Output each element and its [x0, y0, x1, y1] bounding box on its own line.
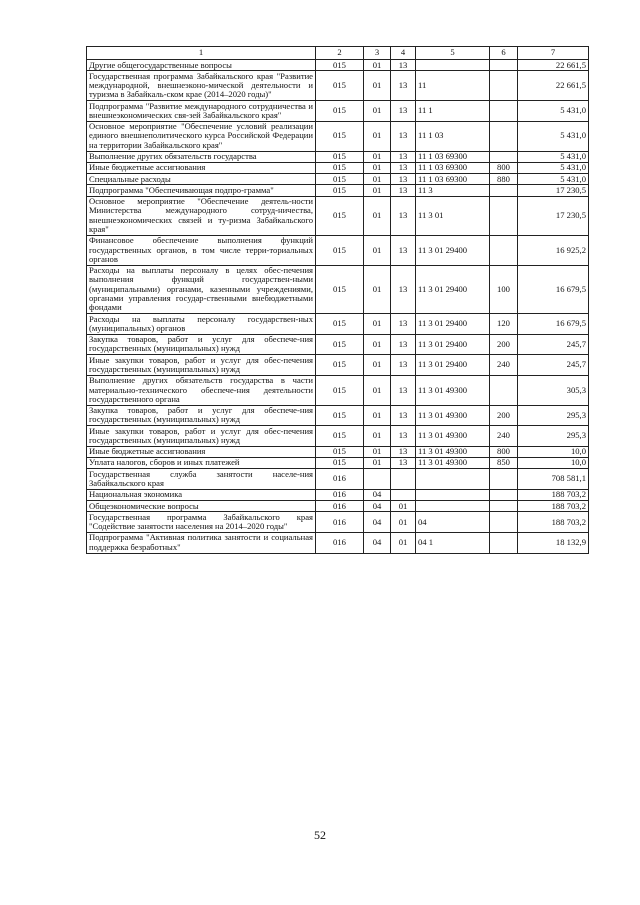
row-section-cell: 04: [364, 532, 391, 553]
row-target-article-cell: 11 3 01 49300: [416, 446, 490, 457]
row-section-cell: 01: [364, 71, 391, 101]
row-code-cell: 015: [316, 265, 364, 313]
table-row: [87, 489, 589, 500]
row-code-cell: 015: [316, 457, 364, 468]
row-amount-cell: 16 679,5: [518, 314, 589, 335]
table-row: [87, 235, 589, 265]
row-target-article-cell: 11 3 01 29400: [416, 235, 490, 265]
row-amount-cell: 5 431,0: [518, 162, 589, 173]
header-cell: 2: [316, 47, 364, 60]
row-target-article-cell: 04: [416, 512, 490, 533]
row-expense-type-cell: [490, 151, 518, 162]
row-section-cell: 01: [364, 162, 391, 173]
row-amount-cell: 10,0: [518, 457, 589, 468]
table-row: [87, 426, 589, 447]
row-target-article-cell: 11 1: [416, 101, 490, 122]
row-name-cell: Государственная программа Забайкальского края "Содействие занятости населения на 2014–2020 годы": [87, 512, 316, 533]
row-name-cell: Финансовое обеспечение выполнения функций государственных органов, в том числе терри-ториальных органов: [87, 235, 316, 265]
row-amount-cell: 5 431,0: [518, 151, 589, 162]
row-code-cell: 015: [316, 405, 364, 426]
row-expense-type-cell: [490, 469, 518, 490]
row-section-cell: 01: [364, 457, 391, 468]
row-target-article-cell: 11 1 03 69300: [416, 151, 490, 162]
table-row: [87, 314, 589, 335]
row-section-cell: 01: [364, 355, 391, 376]
row-name-cell: Специальные расходы: [87, 174, 316, 185]
row-expense-type-cell: 120: [490, 314, 518, 335]
row-name-cell: Выполнение других обязательств государства: [87, 151, 316, 162]
table-row: [87, 101, 589, 122]
row-expense-type-cell: 800: [490, 446, 518, 457]
row-amount-cell: 295,3: [518, 405, 589, 426]
row-code-cell: 015: [316, 185, 364, 196]
row-subsection-cell: 13: [391, 162, 416, 173]
table-row: [87, 196, 589, 235]
table-row: [87, 60, 589, 71]
row-target-article-cell: [416, 469, 490, 490]
table-row: [87, 469, 589, 490]
row-code-cell: 016: [316, 512, 364, 533]
table-row: [87, 334, 589, 355]
row-name-cell: Основное мероприятие "Обеспечение деятель-ности Министерства международного сотруд-ничества, внешнеэкономических связей и ту-ризма Забайкальского края": [87, 196, 316, 235]
row-subsection-cell: 13: [391, 265, 416, 313]
row-subsection-cell: 13: [391, 71, 416, 101]
row-target-article-cell: 11 3 01 49300: [416, 457, 490, 468]
row-name-cell: Общеэкономические вопросы: [87, 501, 316, 512]
row-name-cell: Подпрограмма "Активная политика занятости и социальная поддержка безработных": [87, 532, 316, 553]
row-section-cell: 01: [364, 314, 391, 335]
row-name-cell: Уплата налогов, сборов и иных платежей: [87, 457, 316, 468]
row-name-cell: Выполнение других обязательств государства в части материально-технического обеспече-ния деятельности государственного органа: [87, 375, 316, 405]
row-expense-type-cell: [490, 375, 518, 405]
row-name-cell: Иные закупки товаров, работ и услуг для обес-печения государственных (муниципальных) нужд: [87, 426, 316, 447]
row-subsection-cell: 13: [391, 355, 416, 376]
row-code-cell: 015: [316, 196, 364, 235]
row-name-cell: Иные бюджетные ассигнования: [87, 162, 316, 173]
row-amount-cell: 5 431,0: [518, 174, 589, 185]
row-expense-type-cell: 800: [490, 162, 518, 173]
row-section-cell: 01: [364, 426, 391, 447]
row-amount-cell: 708 581,1: [518, 469, 589, 490]
row-target-article-cell: [416, 501, 490, 512]
table-row: [87, 457, 589, 468]
row-target-article-cell: 11 3 01 49300: [416, 405, 490, 426]
header-cell: 7: [518, 47, 589, 60]
row-target-article-cell: 11 3: [416, 185, 490, 196]
row-section-cell: 01: [364, 196, 391, 235]
row-code-cell: 015: [316, 375, 364, 405]
row-section-cell: 04: [364, 512, 391, 533]
row-code-cell: 015: [316, 121, 364, 151]
row-expense-type-cell: 240: [490, 355, 518, 376]
row-section-cell: 01: [364, 174, 391, 185]
budget-table: [86, 46, 589, 554]
row-amount-cell: 17 230,5: [518, 185, 589, 196]
row-amount-cell: 10,0: [518, 446, 589, 457]
row-target-article-cell: 11 1 03 69300: [416, 174, 490, 185]
row-subsection-cell: 13: [391, 60, 416, 71]
row-name-cell: Закупка товаров, работ и услуг для обеспече-ния государственных (муниципальных) нужд: [87, 405, 316, 426]
row-subsection-cell: 13: [391, 314, 416, 335]
row-code-cell: 016: [316, 501, 364, 512]
row-name-cell: Основное мероприятие "Обеспечение условий реализации единого внешнеполитического курса Российской Федерации на территории Забайкальского края": [87, 121, 316, 151]
row-expense-type-cell: [490, 121, 518, 151]
row-subsection-cell: 01: [391, 501, 416, 512]
row-subsection-cell: [391, 469, 416, 490]
row-code-cell: 015: [316, 446, 364, 457]
header-row: [87, 47, 589, 60]
row-expense-type-cell: 880: [490, 174, 518, 185]
row-subsection-cell: 01: [391, 532, 416, 553]
row-target-article-cell: [416, 60, 490, 71]
row-amount-cell: 5 431,0: [518, 121, 589, 151]
header-cell: 5: [416, 47, 490, 60]
row-section-cell: 01: [364, 405, 391, 426]
table-row: [87, 405, 589, 426]
row-code-cell: 016: [316, 532, 364, 553]
row-subsection-cell: 13: [391, 151, 416, 162]
row-amount-cell: 18 132,9: [518, 532, 589, 553]
row-expense-type-cell: [490, 185, 518, 196]
row-amount-cell: 245,7: [518, 355, 589, 376]
row-subsection-cell: 13: [391, 405, 416, 426]
row-code-cell: 015: [316, 162, 364, 173]
row-code-cell: 015: [316, 334, 364, 355]
table-body: [87, 60, 589, 554]
table-row: [87, 174, 589, 185]
row-section-cell: 01: [364, 265, 391, 313]
row-section-cell: 01: [364, 101, 391, 122]
row-subsection-cell: 13: [391, 457, 416, 468]
row-name-cell: Расходы на выплаты персоналу в целях обес-печения выполнения функций государствен-ными (муниципальными) органами, казенными учреждениями, органами управления государ-ственными внебюджетными фондами: [87, 265, 316, 313]
row-subsection-cell: 01: [391, 512, 416, 533]
row-subsection-cell: 13: [391, 185, 416, 196]
row-expense-type-cell: 240: [490, 426, 518, 447]
header-cell: 1: [87, 47, 316, 60]
row-target-article-cell: 11 3 01 29400: [416, 355, 490, 376]
row-expense-type-cell: [490, 60, 518, 71]
row-amount-cell: 305,3: [518, 375, 589, 405]
header-cell: 4: [391, 47, 416, 60]
row-amount-cell: 16 925,2: [518, 235, 589, 265]
row-name-cell: Иные бюджетные ассигнования: [87, 446, 316, 457]
row-name-cell: Национальная экономика: [87, 489, 316, 500]
row-code-cell: 015: [316, 101, 364, 122]
row-section-cell: 01: [364, 60, 391, 71]
row-target-article-cell: [416, 489, 490, 500]
row-name-cell: Другие общегосударственные вопросы: [87, 60, 316, 71]
row-expense-type-cell: 200: [490, 405, 518, 426]
row-name-cell: Расходы на выплаты персоналу государствен-ных (муниципальных) органов: [87, 314, 316, 335]
row-expense-type-cell: [490, 196, 518, 235]
table-row: [87, 185, 589, 196]
row-expense-type-cell: [490, 501, 518, 512]
table-row: [87, 151, 589, 162]
row-section-cell: 04: [364, 501, 391, 512]
row-target-article-cell: 11 1 03: [416, 121, 490, 151]
row-amount-cell: 5 431,0: [518, 101, 589, 122]
row-expense-type-cell: 200: [490, 334, 518, 355]
row-name-cell: Подпрограмма "Обеспечивающая подпро-грамма": [87, 185, 316, 196]
row-section-cell: 01: [364, 121, 391, 151]
table-row: [87, 355, 589, 376]
row-expense-type-cell: [490, 489, 518, 500]
row-target-article-cell: 11 1 03 69300: [416, 162, 490, 173]
row-subsection-cell: [391, 489, 416, 500]
row-code-cell: 015: [316, 426, 364, 447]
row-subsection-cell: 13: [391, 101, 416, 122]
row-target-article-cell: 04 1: [416, 532, 490, 553]
row-amount-cell: 245,7: [518, 334, 589, 355]
row-amount-cell: 188 703,2: [518, 512, 589, 533]
row-subsection-cell: 13: [391, 375, 416, 405]
row-code-cell: 015: [316, 174, 364, 185]
row-target-article-cell: 11 3 01 29400: [416, 265, 490, 313]
row-section-cell: 01: [364, 151, 391, 162]
table-row: [87, 512, 589, 533]
row-subsection-cell: 13: [391, 235, 416, 265]
row-amount-cell: 22 661,5: [518, 71, 589, 101]
row-code-cell: 016: [316, 489, 364, 500]
row-subsection-cell: 13: [391, 174, 416, 185]
row-amount-cell: 188 703,2: [518, 501, 589, 512]
header-cell: 6: [490, 47, 518, 60]
row-code-cell: 015: [316, 314, 364, 335]
page-number: 52: [314, 828, 326, 842]
row-section-cell: 04: [364, 489, 391, 500]
row-subsection-cell: 13: [391, 334, 416, 355]
row-expense-type-cell: [490, 101, 518, 122]
row-expense-type-cell: [490, 512, 518, 533]
row-name-cell: Государственная служба занятости населе-ния Забайкальского края: [87, 469, 316, 490]
row-subsection-cell: 13: [391, 121, 416, 151]
row-target-article-cell: 11 3 01 29400: [416, 314, 490, 335]
row-code-cell: 015: [316, 71, 364, 101]
row-expense-type-cell: 850: [490, 457, 518, 468]
row-target-article-cell: 11 3 01 49300: [416, 375, 490, 405]
row-name-cell: Государственная программа Забайкальского края "Развитие международной, внешнеэконо-мической деятельности и туризма в Забайкаль-ском крае (2014–2020 годы)": [87, 71, 316, 101]
row-name-cell: Подпрограмма "Развитие международного сотрудничества и внешнеэкономических свя-зей Забайкальского края": [87, 101, 316, 122]
row-subsection-cell: 13: [391, 426, 416, 447]
row-section-cell: 01: [364, 334, 391, 355]
table-row: [87, 446, 589, 457]
table-row: [87, 121, 589, 151]
table-row: [87, 501, 589, 512]
row-code-cell: 015: [316, 355, 364, 376]
row-section-cell: 01: [364, 185, 391, 196]
row-code-cell: 016: [316, 469, 364, 490]
table-row: [87, 375, 589, 405]
header-cell: 3: [364, 47, 391, 60]
row-expense-type-cell: [490, 235, 518, 265]
row-name-cell: Закупка товаров, работ и услуг для обеспече-ния государственных (муниципальных) нужд: [87, 334, 316, 355]
row-subsection-cell: 13: [391, 196, 416, 235]
row-code-cell: 015: [316, 60, 364, 71]
row-target-article-cell: 11 3 01 49300: [416, 426, 490, 447]
row-section-cell: 01: [364, 235, 391, 265]
row-code-cell: 015: [316, 235, 364, 265]
row-code-cell: 015: [316, 151, 364, 162]
row-expense-type-cell: [490, 532, 518, 553]
table-row: [87, 162, 589, 173]
row-target-article-cell: 11 3 01 29400: [416, 334, 490, 355]
row-section-cell: 01: [364, 375, 391, 405]
row-amount-cell: 295,3: [518, 426, 589, 447]
row-amount-cell: 188 703,2: [518, 489, 589, 500]
row-section-cell: [364, 469, 391, 490]
row-expense-type-cell: [490, 71, 518, 101]
row-name-cell: Иные закупки товаров, работ и услуг для обес-печения государственных (муниципальных) нужд: [87, 355, 316, 376]
table-row: [87, 71, 589, 101]
row-amount-cell: 17 230,5: [518, 196, 589, 235]
row-target-article-cell: 11: [416, 71, 490, 101]
table-row: [87, 265, 589, 313]
row-subsection-cell: 13: [391, 446, 416, 457]
table-row: [87, 532, 589, 553]
row-amount-cell: 16 679,5: [518, 265, 589, 313]
row-section-cell: 01: [364, 446, 391, 457]
row-target-article-cell: 11 3 01: [416, 196, 490, 235]
row-expense-type-cell: 100: [490, 265, 518, 313]
row-amount-cell: 22 661,5: [518, 60, 589, 71]
